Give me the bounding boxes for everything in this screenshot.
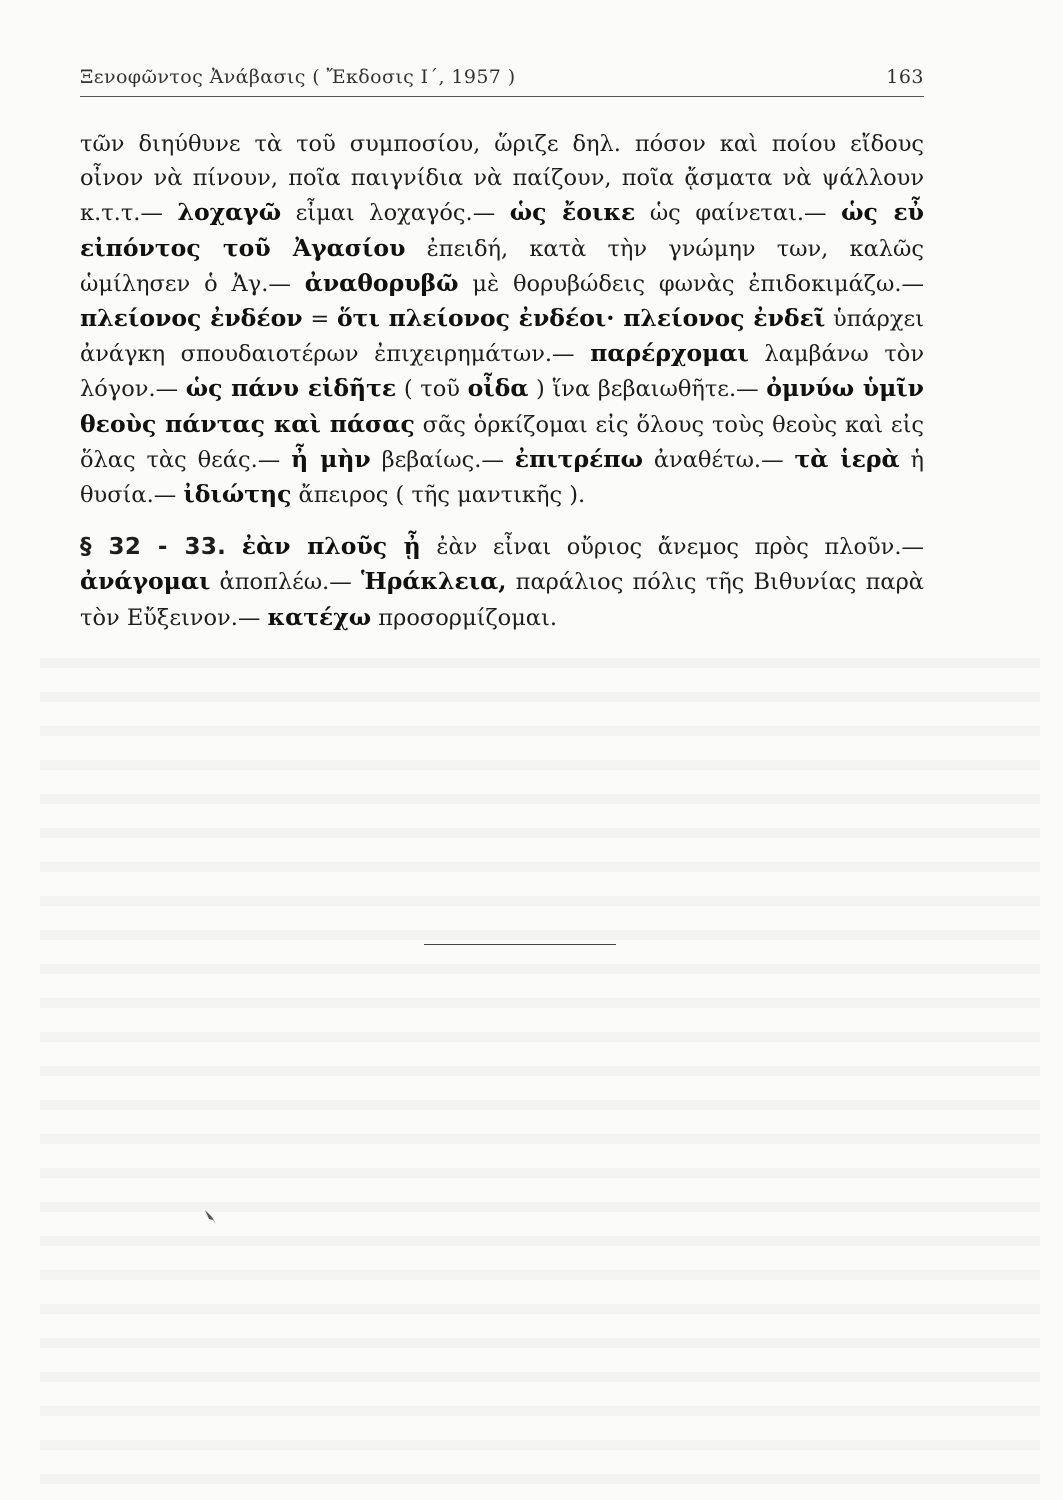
headword: κατέχω	[267, 602, 372, 631]
headword: ὡς εὖ εἰπόντος τοῦ Ἀγασίου	[80, 198, 924, 262]
headword: λοχαγῶ	[177, 198, 282, 227]
headword: ἦ μὴν	[291, 444, 371, 473]
headword: ἐὰν πλοῦς ᾖ	[241, 532, 421, 561]
gloss-text: ὑπάρχει ἀνάγκη σπουδαιοτέρων ἐπιχειρημάτων.—	[80, 306, 924, 368]
gloss-text: ἄπειρος ( τῆς μαντικῆς ).	[291, 482, 586, 509]
headword: Ἡράκλεια,	[361, 567, 507, 596]
gloss-text: τῶν διηύθυνε τὰ τοῦ συμποσίου, ὥριζε δηλ. πόσον καὶ ποίου εἴδους οἶνον νὰ πίνουν, ποῖα παιγνίδια νὰ παίζουν, ποῖα ᾄσματα νὰ ψάλλουν κ.τ.τ.—	[80, 131, 924, 227]
section-end-rule	[424, 944, 616, 945]
running-title: Ξενοφῶντος Ἀνάβασις ( Ἔκδοσις Ι΄, 1957 )	[80, 66, 516, 88]
gloss-text: ) ἵνα βεβαιωθῆτε.—	[528, 376, 767, 403]
headword: ὡς ἔοικε	[509, 198, 636, 227]
gloss-text: ἐπειδή, κατὰ τὴν γνώμην των, καλῶς ὡμίλησεν ὁ Ἀγ.—	[80, 235, 925, 297]
headword: ὅτι πλείονος ἐνδέοι· πλείονος ἐνδεῖ	[336, 304, 826, 333]
gloss-text: ἀναθέτω.—	[642, 446, 795, 473]
headword: τὰ ἱερὰ	[794, 444, 900, 473]
headword: ἐπιτρέπω	[514, 444, 643, 473]
gloss-text: εἶμαι λοχαγός.—	[281, 200, 510, 227]
running-header	[80, 62, 924, 97]
ink-speck	[203, 1208, 219, 1226]
gloss-text: σᾶς ὁρκίζομαι εἰς ὅλους τοὺς θεοὺς καὶ εἰς ὅλας τὰς θεάς.—	[80, 411, 924, 473]
gloss-text	[226, 534, 242, 560]
gloss-text: ἀποπλέω.—	[210, 569, 361, 596]
gloss-text: μὲ θορυβώδεις φωνὰς ἐπιδοκιμάζω.—	[458, 270, 924, 297]
headword: πλείονος ἐνδέον	[80, 304, 303, 333]
commentary-paragraph-2	[80, 529, 924, 635]
headword: ἰδιώτης	[183, 480, 292, 509]
gloss-text: βεβαίως.—	[370, 446, 515, 473]
headword: ἀνάγομαι	[80, 567, 211, 596]
section-reference: § 32 - 33.	[80, 534, 227, 561]
gloss-text: =	[302, 306, 337, 333]
gloss-text: ἐὰν εἶναι οὔριος ἄνεμος πρὸς πλοῦν.—	[420, 534, 924, 561]
headword: οἶδα	[467, 374, 529, 403]
gloss-text: ( τοῦ	[396, 376, 468, 403]
commentary-paragraph-1	[80, 127, 924, 512]
commentary-text	[80, 127, 924, 635]
gloss-text: παράλιος πόλις τῆς Βιθυνίας παρὰ τὸν Εὔξεινον.—	[80, 569, 924, 631]
headword: παρέρχομαι	[590, 339, 749, 368]
gloss-text: ὡς φαίνεται.—	[635, 200, 842, 227]
gloss-text: ἡ θυσία.—	[80, 446, 925, 509]
headword: ὡς πάνυ εἰδῆτε	[185, 374, 397, 403]
headword: ὀμνύω ὑμῖν θεοὺς πάντας καὶ πάσας	[80, 374, 924, 438]
gloss-text: προσορμίζομαι.	[371, 604, 557, 631]
page-number: 163	[886, 66, 924, 88]
show-through-texture	[40, 640, 1040, 1500]
headword: ἀναθορυβῶ	[304, 268, 459, 297]
gloss-text: λαμβάνω τὸν λόγον.—	[80, 341, 924, 403]
